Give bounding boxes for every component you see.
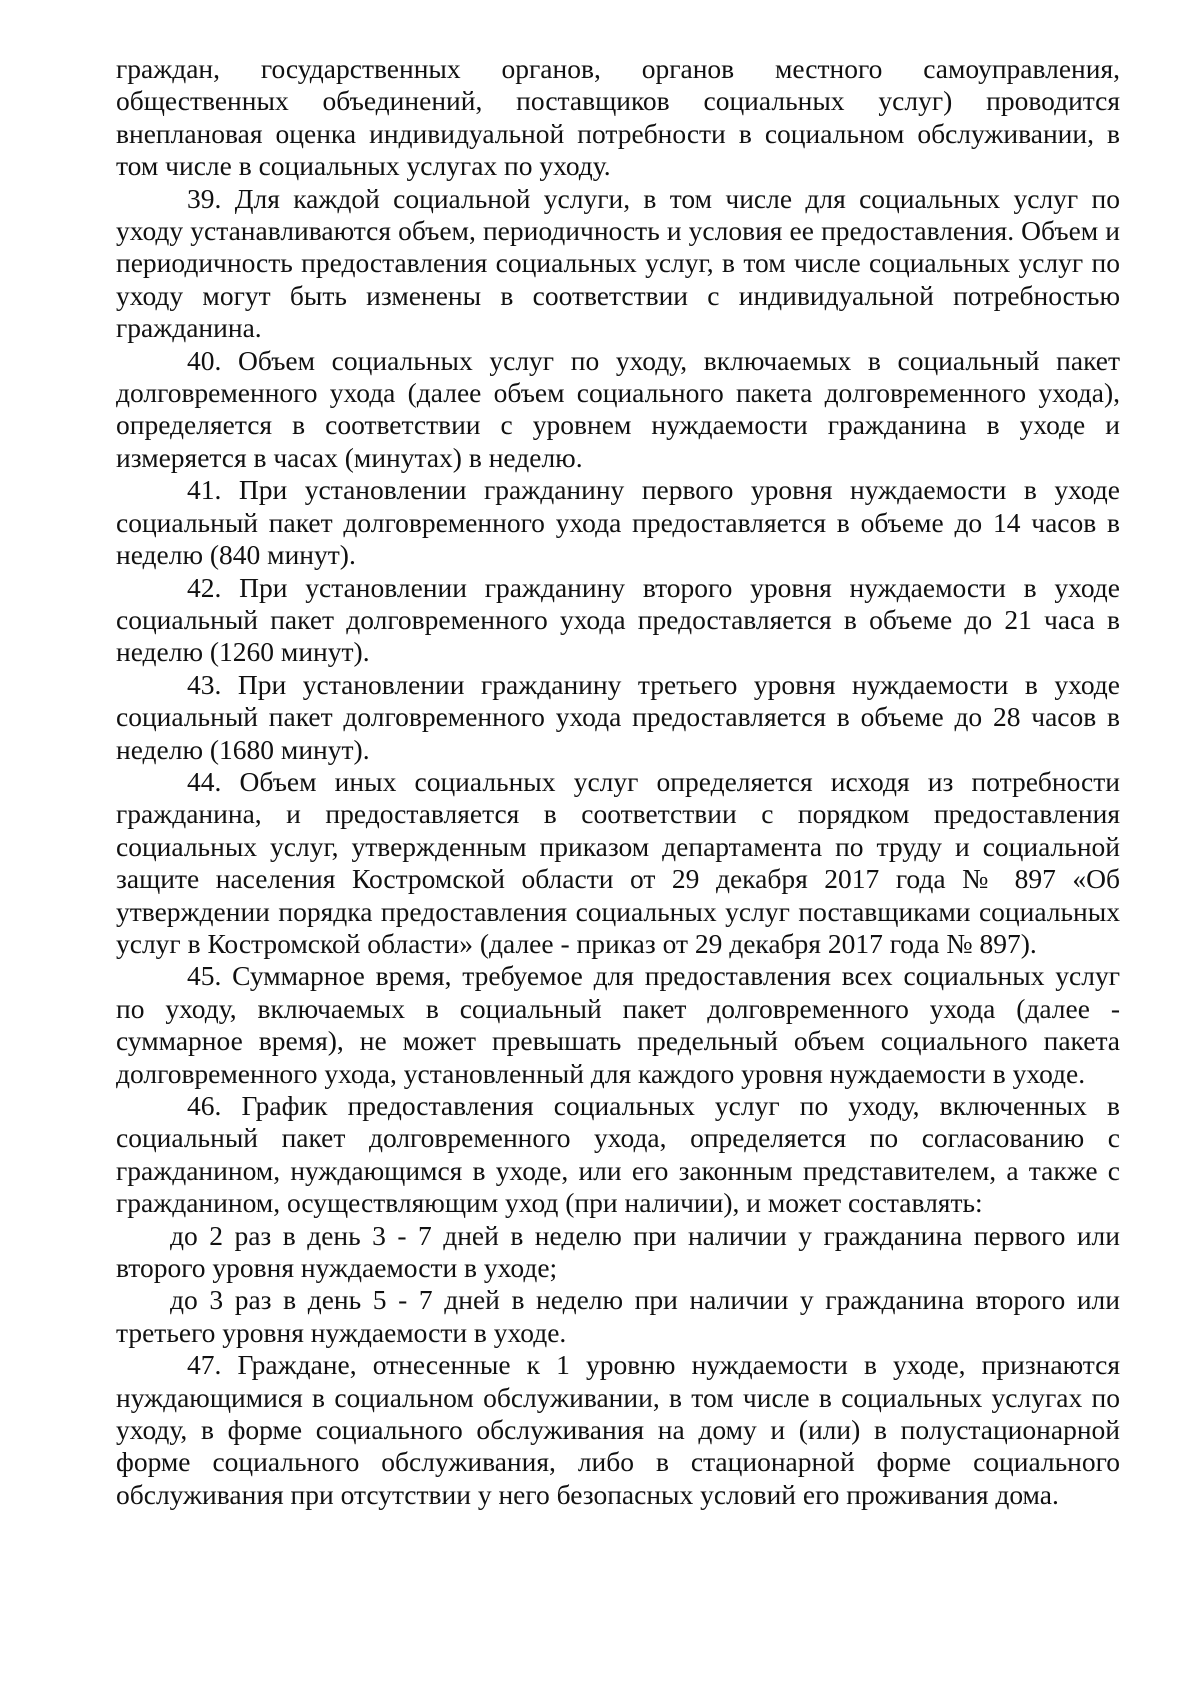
paragraph-41: 41. При установлении гражданину первого уровня нуждаемости в уходе социальный пакет долговременного ухода предоставляется в объеме до 14 часов в неделю (840 минут). — [116, 474, 1120, 571]
paragraph-continuation: граждан, государственных органов, органов местного самоуправления, общественных объединений, поставщиков социальных услуг) проводится внеплановая оценка индивидуальной потребности в социальном обслуживании, в том числе в социальных услугах по уходу. — [116, 53, 1120, 182]
paragraph-45: 45. Суммарное время, требуемое для предоставления всех социальных услуг по уходу, включаемых в социальный пакет долговременного ухода (далее - суммарное время), не может превышать предельный объем социального пакета долговременного ухода, установленный для каждого уровня нуждаемости в уходе. — [116, 960, 1120, 1089]
paragraph-42: 42. При установлении гражданину второго уровня нуждаемости в уходе социальный пакет долговременного ухода предоставляется в объеме до 21 часа в неделю (1260 минут). — [116, 571, 1120, 668]
paragraph-39: 39. Для каждой социальной услуги, в том числе для социальных услуг по уходу устанавливаются объем, периодичность и условия ее предоставления. Объем и периодичность предоставления социальных услуг, в том числе социальных услуг по уходу могут быть изменены в соответствии с индивидуальной потребностью гражданина. — [116, 182, 1120, 344]
paragraph-40: 40. Объем социальных услуг по уходу, включаемых в социальный пакет долговременного ухода (далее объем социального пакета долговременного ухода), определяется в соответствии с уровнем нуждаемости гражданина в уходе и измеряется в часах (минутах) в неделю. — [116, 344, 1120, 473]
paragraph-47: 47. Граждане, отнесенные к 1 уровню нуждаемости в уходе, признаются нуждающимися в социальном обслуживании, в том числе в социальных услугах по уходу, в форме социального обслуживания на дому и (или) в полустационарной форме социального обслуживания, либо в стационарной форме социального обслуживания при отсутствии у него безопасных условий его проживания дома. — [116, 1349, 1120, 1510]
paragraph-43: 43. При установлении гражданину третьего уровня нуждаемости в уходе социальный пакет долговременного ухода предоставляется в объеме до 28 часов в неделю (1680 минут). — [116, 668, 1120, 765]
document-page — [116, 53, 1120, 1511]
paragraph-44: 44. Объем иных социальных услуг определяется исходя из потребности гражданина, и предоставляется в соответствии с порядком предоставления социальных услуг, утвержденным приказом департамента по труду и социальной защите населения Костромской области от 29 декабря 2017 года № 897 «Об утверждении порядка предоставления социальных услуг поставщиками социальных услуг в Костромской области» (далее - приказ от 29 декабря 2017 года № 897). — [116, 765, 1120, 959]
paragraph-46: 46. График предоставления социальных услуг по уходу, включенных в социальный пакет долговременного ухода, определяется по согласованию с гражданином, нуждающимся в уходе, или его законным представителем, а также с гражданином, осуществляющим уход (при наличии), и может составлять: — [116, 1090, 1120, 1219]
schedule-item-2: до 3 раз в день 5 - 7 дней в неделю при наличии у гражданина второго или третьего уровня нуждаемости в уходе. — [116, 1284, 1120, 1348]
schedule-item-1: до 2 раз в день 3 - 7 дней в неделю при наличии у гражданина первого или второго уровня нуждаемости в уходе; — [116, 1219, 1120, 1284]
